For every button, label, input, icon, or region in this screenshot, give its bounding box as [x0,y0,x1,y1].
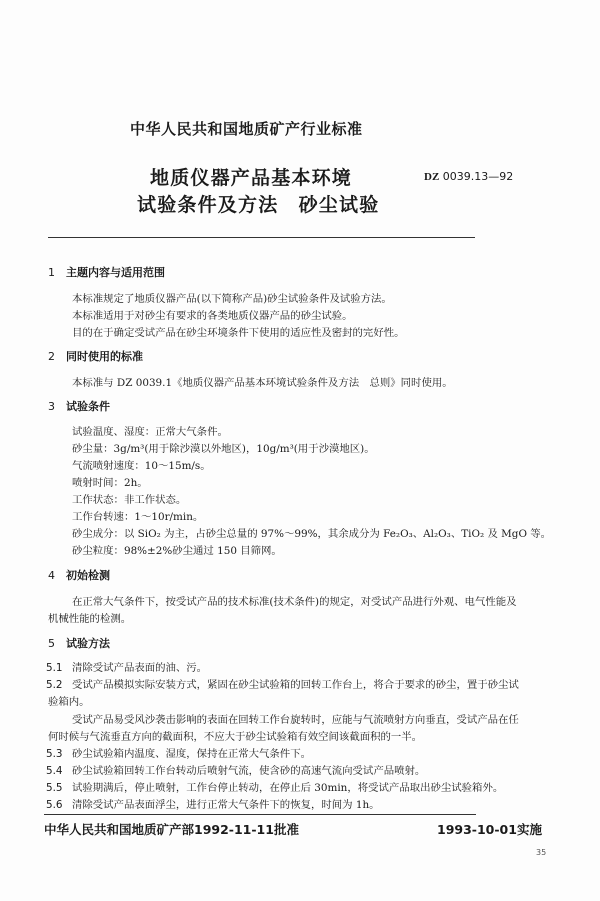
effective-date: 1993-10-01实施 [437,822,542,837]
section-heading-1: 1 主题内容与适用范围 [48,266,165,279]
paragraph: 目的在于确定受试产品在砂尘环境条件下使用的适应性及密封的完好性。 [72,327,405,339]
paragraph: 机械性能的检测。 [48,613,132,625]
section-heading-2: 2 同时使用的标准 [48,350,143,363]
test-condition: 工作状态：非工作状态。 [72,494,187,506]
method-item-5-2: 5.2 受试产品模拟实际安装方式，紧固在砂尘试验箱的回转工作台上，将合于要求的砂尘，置于砂尘试 [46,679,519,691]
document-title-line1: 地质仪器产品基本环境 [150,167,353,189]
page-number: 35 [536,848,547,857]
test-condition: 工作台转速：1～10r/min。 [72,511,204,523]
standard-prefix: DZ [424,171,440,183]
section-heading-5: 5 试验方法 [48,637,110,650]
footer-divider [44,814,476,815]
paragraph: 本标准与 DZ 0039.1《地质仪器产品基本环境试验条件及方法 总则》同时使用。 [72,377,453,389]
method-item-5-2-continued: 验箱内。 [48,696,90,708]
section-heading-3: 3 试验条件 [48,400,110,413]
approval-info: 中华人民共和国地质矿产部1992-11-11批准 [44,822,299,837]
method-item-5-1: 5.1 清除受试产品表面的油、污。 [46,662,208,674]
header-divider [48,237,475,238]
test-condition: 喷射时间：2h。 [72,477,148,489]
standard-number: 0039.13—92 [442,170,514,183]
paragraph-continued: 何时候与气流垂直方向的截面积，不应大于砂尘试验箱有效空间该截面积的一半。 [48,731,423,743]
method-item-5-5: 5.5 试验期满后，停止喷射，工作台停止转动，在停止后 30min，将受试产品取出砂尘试验箱外。 [46,782,504,794]
standard-code [424,170,513,183]
paragraph: 受试产品易受风沙袭击影响的表面在回转工作台旋转时，应能与气流喷射方向垂直，受试产品在任 [72,714,519,726]
method-item-5-4: 5.4 砂尘试验箱回转工作台转动后喷射气流，使含砂的高速气流向受试产品喷射。 [46,765,426,777]
paragraph: 本标准规定了地质仪器产品(以下简称产品)砂尘试验条件及试验方法。 [72,293,392,305]
paragraph: 本标准适用于对砂尘有要求的各类地质仪器产品的砂尘试验。 [72,310,353,322]
test-condition: 砂尘量：3g/m³(用于除沙漠以外地区)，10g/m³(用于沙漠地区)。 [72,443,375,455]
method-item-5-6: 5.6 清除受试产品表面浮尘，进行正常大气条件下的恢复，时间为 1h。 [46,799,380,811]
series-title: 中华人民共和国地质矿产行业标准 [130,120,363,138]
document-title-line2: 试验条件及方法 砂尘试验 [137,194,380,216]
paragraph: 在正常大气条件下，按受试产品的技术标准(技术条件)的规定，对受试产品进行外观、电气性能及 [72,596,517,608]
test-condition: 砂尘粒度：98%±2%砂尘通过 150 目筛网。 [72,545,282,557]
test-condition: 气流喷射速度：10～15m/s。 [72,460,211,472]
section-heading-4: 4 初始检测 [48,569,110,582]
method-item-5-3: 5.3 砂尘试验箱内温度、湿度，保持在正常大气条件下。 [46,748,311,760]
test-condition: 试验温度、湿度：正常大气条件。 [72,426,228,438]
test-condition: 砂尘成分：以 SiO₂ 为主，占砂尘总量的 97%～99%，其余成分为 Fe₂O₃、Al₂O₃、TiO₂ 及 MgO 等。 [72,528,552,540]
